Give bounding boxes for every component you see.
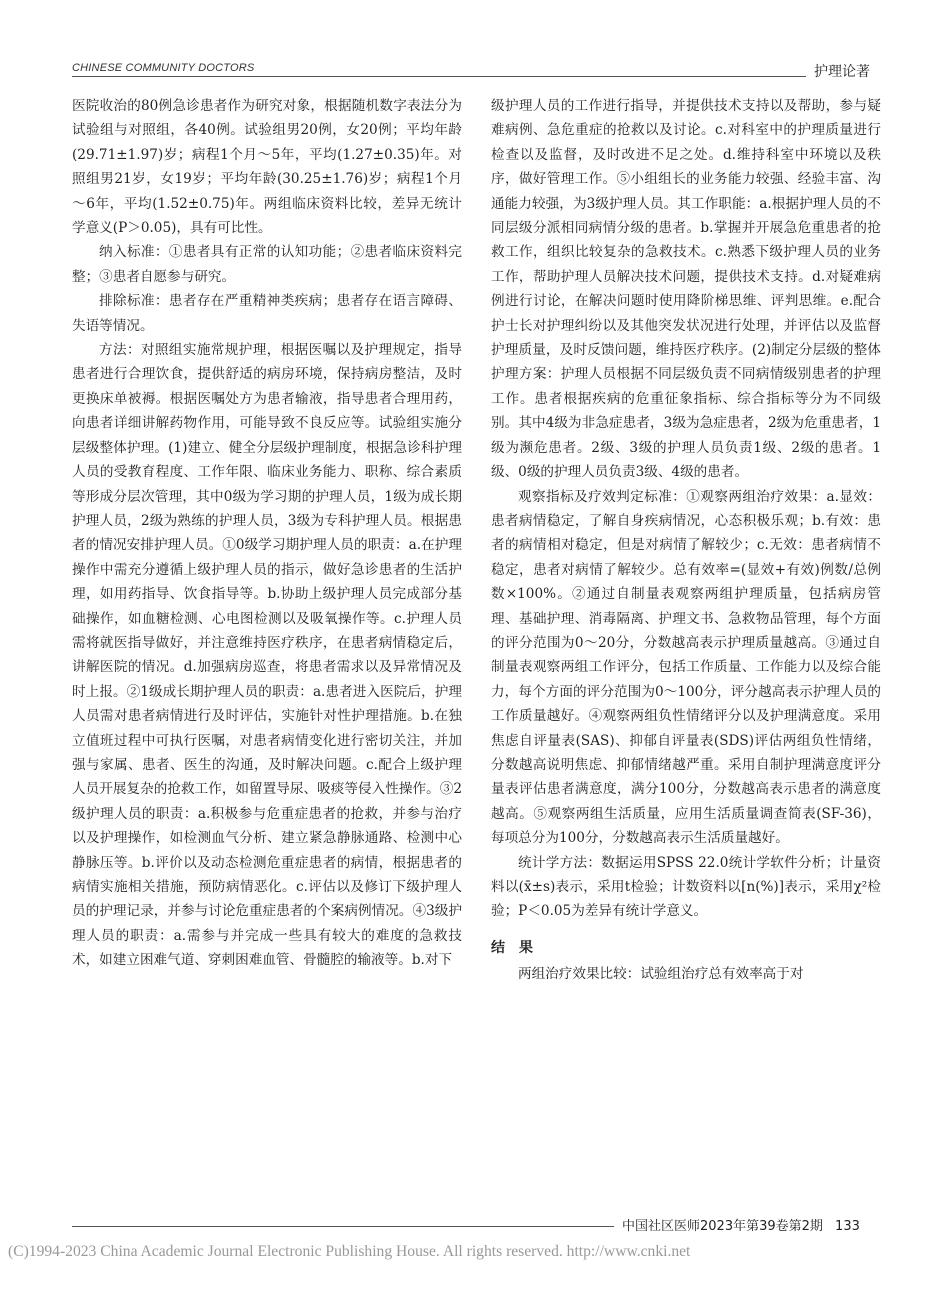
section-label: 护理论著 bbox=[814, 64, 870, 80]
paragraph-inclusion: 纳入标准：①患者具有正常的认知功能；②患者临床资料完整；③患者自愿参与研究。 bbox=[72, 244, 462, 285]
page-number: 133 bbox=[835, 1219, 860, 1234]
results-heading: 结 果 bbox=[491, 939, 533, 956]
paragraph-exclusion: 排除标准：患者存在严重精神类疾病；患者存在语言障碍、失语等情况。 bbox=[72, 293, 462, 334]
left-column bbox=[72, 94, 462, 973]
paragraph-statistics: 统计学方法：数据运用SPSS 22.0统计学软件分析；计量资料以(x̄±s)表示，采用t检验；计数资料以[n(%)]表示，采用χ²检验；P＜0.05为差异有统计学意义。 bbox=[491, 854, 881, 920]
journal-issue: 中国社区医师2023年第39卷第2期 bbox=[622, 1219, 823, 1234]
footer-rule bbox=[72, 1226, 614, 1227]
paragraph-subjects: 医院收治的80例急诊患者作为研究对象，根据随机数字表法分为试验组与对照组，各40例。试验组男20例，女20例；平均年龄(29.71±1.97)岁；病程1个月～5年，平均(1.27±0.35)年。对照组男21岁，女19岁；平均年龄(30.25±1.76)岁；病程1个月～6年，平均(1.52±0.75)年。两组临床资料比较，差异无统计学意义(P＞0.05)，具有可比性。 bbox=[72, 98, 462, 237]
paragraph-results: 两组治疗效果比较：试验组治疗总有效率高于对 bbox=[518, 965, 804, 982]
copyright-notice: (C)1994-2023 China Academic Journal Electronic Publishing House. All rights reserved. http://www.cnki.net bbox=[8, 1243, 691, 1260]
paragraph-methods-cont: 级护理人员的工作进行指导，并提供技术支持以及帮助，参与疑难病例、急危重症的抢救以及讨论。c.对科室中的护理质量进行检查以及监督，及时改进不足之处。d.维持科室中环境以及秩序，做好管理工作。⑤小组组长的业务能力较强、经验丰富、沟通能力较强，为3级护理人员。其工作职能：a.根据护理人员的不同层级分派相同病情分级的患者。b.掌握并开展急危重患者的抢救工作，组织比较复杂的急救技术。c.熟悉下级护理人员的业务工作，帮助护理人员解决技术问题，提供技术支持。d.对疑难病例进行讨论，在解决问题时使用降阶梯思维、评判思维。e.配合护士长对护理纠纷以及其他突发状况进行处理，并评估以及监督护理质量，及时反馈问题，维持医疗秩序。(2)制定分层级的整体护理方案：护理人员根据不同层级负责不同病情级别患者的护理工作。患者根据疾病的危重征象指标、综合指标等分为不同级别。其中4级为非急症患者，3级为急症患者，2级为危重患者，1级为濒危患者。2级、3级的护理人员负责1级、2级的患者。1级、0级的护理人员负责3级、4级的患者。 bbox=[491, 98, 881, 481]
right-column bbox=[491, 94, 881, 986]
journal-name-en: CHINESE COMMUNITY DOCTORS bbox=[72, 62, 255, 74]
footer-journal-info bbox=[622, 1215, 860, 1234]
header-rule bbox=[72, 76, 806, 77]
paragraph-methods: 方法：对照组实施常规护理，根据医嘱以及护理规定，指导患者进行合理饮食，提供舒适的病房环境，保持病房整洁，及时更换床单被褥。根据医嘱处方为患者输液，指导患者合理用药，向患者详细讲解药物作用，可能导致不良反应等。试验组实施分层级整体护理。(1)建立、健全分层级护理制度，根据急诊科护理人员的受教育程度、工作年限、临床业务能力、职称、综合素质等形成分层次管理，其中0级为学习期的护理人员，1级为成长期护理人员，2级为熟练的护理人员，3级为专科护理人员。根据患者的情况安排护理人员。①0级学习期护理人员的职责：a.在护理操作中需充分遵循上级护理人员的指示，做好急诊患者的生活护理，如用药指导、饮食指导等。b.协助上级护理人员完成部分基础操作，如血糖检测、心电图检测以及吸氧操作等。c.护理人员需将就医指导做好，并注意维持医疗秩序，在患者病情稳定后，讲解医院的情况。d.加强病房巡查，将患者需求以及异常情况及时上报。②1级成长期护理人员的职责：a.患者进入医院后，护理人员需对患者病情进行及时评估，实施针对性护理措施。b.在独立值班过程中可执行医嘱，对患者病情变化进行密切关注，并加强与家属、患者、医生的沟通，及时解决问题。c.配合上级护理人员开展复杂的抢救工作，如留置导尿、吸痰等侵入性操作。③2级护理人员的职责：a.积极参与危重症患者的抢救，并参与治疗以及护理操作，如检测血气分析、建立紧急静脉通路、检测中心静脉压等。b.评价以及动态检测危重症患者的病情，根据患者的病情实施相关措施，预防病情恶化。c.评估以及修订下级护理人员的护理记录，并参与讨论危重症患者的个案病例情况。④3级护理人员的职责：a.需参与并完成一些具有较大的难度的急救技术，如建立困难气道、穿刺困难血管、骨髓腔的输液等。b.对下 bbox=[72, 342, 462, 969]
paragraph-indicators: 观察指标及疗效判定标准：①观察两组治疗效果：a.显效：患者病情稳定，了解自身疾病情况，心态积极乐观；b.有效：患者的病情相对稳定，但是对病情了解较少；c.无效：患者病情不稳定，患者对病情了解较少。总有效率=(显效+有效)例数/总例数×100%。②通过自制量表观察两组护理质量，包括病房管理、基础护理、消毒隔离、护理文书、急救物品管理，每个方面的评分范围为0～20分，分数越高表示护理质量越高。③通过自制量表观察两组工作评分，包括工作质量、工作能力以及综合能力，每个方面的评分范围为0～100分，评分越高表示护理人员的工作质量越好。④观察两组负性情绪评分以及护理满意度。采用焦虑自评量表(SAS)、抑郁自评量表(SDS)评估两组负性情绪，分数越高说明焦虑、抑郁情绪越严重。采用自制护理满意度评分量表评估患者满意度，满分100分，分数越高表示患者的满意度越高。⑤观察两组生活质量，应用生活质量调查简表(SF-36)，每项总分为100分，分数越高表示生活质量越好。 bbox=[491, 488, 881, 847]
